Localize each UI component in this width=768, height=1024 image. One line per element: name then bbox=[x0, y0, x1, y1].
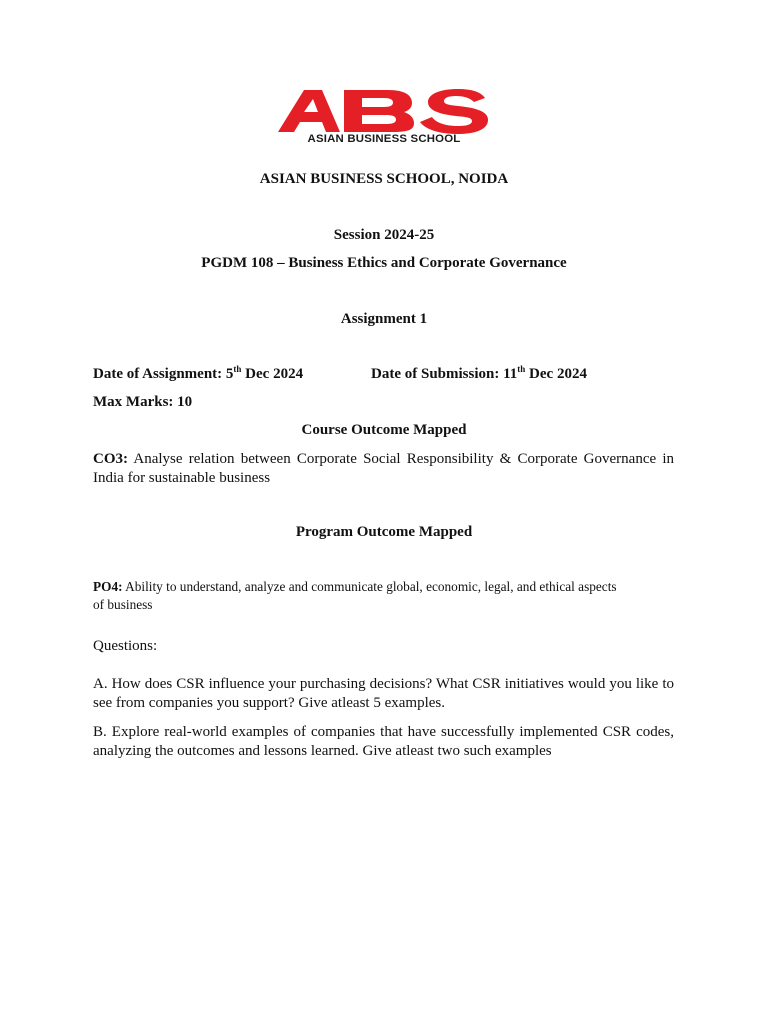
abs-logo-letters bbox=[278, 88, 490, 134]
course-outcome-description: Analyse relation between Corporate Social Responsibility & Corporate Governance in India for sustainable business bbox=[93, 451, 674, 486]
question-a: A. How does CSR influence your purchasing decisions? What CSR initiatives would you like to see from companies you support? Give atleast 5 examples. bbox=[93, 676, 674, 711]
course-outcome-code: CO3: bbox=[93, 451, 128, 467]
questions-heading: Questions: bbox=[93, 638, 158, 654]
program-outcome-code: PO4: bbox=[93, 579, 123, 594]
course-outcome-heading: Course Outcome Mapped bbox=[301, 422, 467, 438]
program-outcome-description: Ability to understand, analyze and communicate global, economic, legal, and ethical aspects of business bbox=[93, 579, 617, 612]
course-outcome-text bbox=[93, 450, 674, 487]
logo-subtitle: ASIAN BUSINESS SCHOOL bbox=[307, 133, 461, 145]
date-of-submission: Date of Submission: 11th Dec 2024 bbox=[371, 364, 587, 382]
question-b: B. Explore real-world examples of companies that have successfully implemented CSR codes, analyzing the outcomes and lessons learned. Give atleast two such examples bbox=[93, 724, 674, 759]
course-title: PGDM 108 – Business Ethics and Corporate Governance bbox=[201, 255, 567, 271]
date-of-assignment: Date of Assignment: 5th Dec 2024 bbox=[93, 364, 304, 382]
session-label: Session 2024-25 bbox=[333, 227, 435, 243]
institution-title: ASIAN BUSINESS SCHOOL, NOIDA bbox=[259, 171, 509, 187]
program-outcome-heading: Program Outcome Mapped bbox=[295, 524, 473, 540]
program-outcome-text bbox=[93, 578, 618, 613]
abs-logo bbox=[278, 88, 490, 150]
assignment-title: Assignment 1 bbox=[340, 311, 428, 327]
max-marks: Max Marks: 10 bbox=[93, 394, 193, 410]
